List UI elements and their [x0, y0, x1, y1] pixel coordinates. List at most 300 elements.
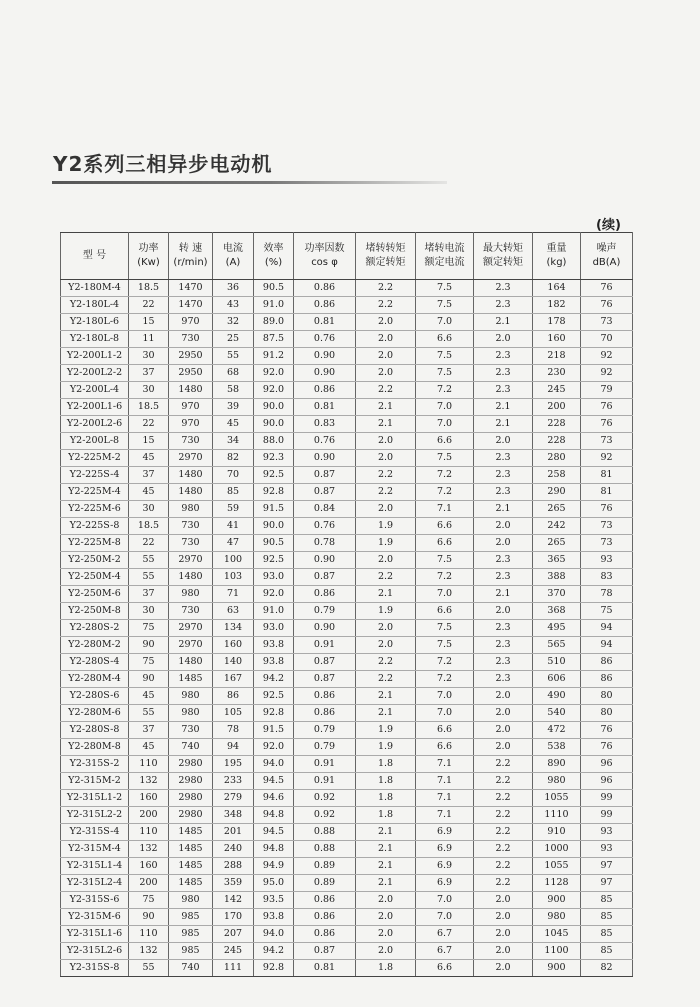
value-cell: 182	[533, 297, 581, 314]
value-cell: 290	[533, 484, 581, 501]
value-cell: 490	[533, 688, 581, 705]
model-cell: Y2-315L1-6	[61, 926, 129, 943]
model-cell: Y2-280S-6	[61, 688, 129, 705]
value-cell: 93.0	[254, 620, 294, 637]
value-cell: 1128	[533, 875, 581, 892]
model-cell: Y2-225S-4	[61, 467, 129, 484]
table-row	[61, 637, 633, 654]
value-cell: 7.5	[416, 620, 474, 637]
header-cell: 最大转矩 额定转矩	[474, 233, 533, 280]
table-row	[61, 824, 633, 841]
value-cell: 2.3	[474, 484, 533, 501]
value-cell: 94.2	[254, 943, 294, 960]
value-cell: 90.0	[254, 416, 294, 433]
value-cell: 2.2	[474, 773, 533, 790]
value-cell: 86	[581, 671, 633, 688]
value-cell: 76	[581, 501, 633, 518]
value-cell: 2.0	[356, 348, 416, 365]
value-cell: 1485	[169, 824, 213, 841]
value-cell: 0.86	[294, 586, 356, 603]
value-cell: 2970	[169, 620, 213, 637]
value-cell: 91.0	[254, 297, 294, 314]
table-row	[61, 501, 633, 518]
model-cell: Y2-200L2-6	[61, 416, 129, 433]
value-cell: 6.9	[416, 858, 474, 875]
table-row	[61, 586, 633, 603]
value-cell: 2.3	[474, 620, 533, 637]
value-cell: 160	[213, 637, 254, 654]
value-cell: 200	[129, 807, 169, 824]
value-cell: 92	[581, 365, 633, 382]
model-cell: Y2-280S-8	[61, 722, 129, 739]
value-cell: 2.2	[356, 382, 416, 399]
value-cell: 0.90	[294, 552, 356, 569]
value-cell: 7.1	[416, 773, 474, 790]
value-cell: 2.3	[474, 637, 533, 654]
table-row	[61, 909, 633, 926]
value-cell: 18.5	[129, 280, 169, 297]
value-cell: 540	[533, 705, 581, 722]
value-cell: 2.3	[474, 569, 533, 586]
value-cell: 93.5	[254, 892, 294, 909]
model-cell: Y2-315M-6	[61, 909, 129, 926]
value-cell: 200	[129, 875, 169, 892]
value-cell: 160	[129, 858, 169, 875]
value-cell: 7.1	[416, 756, 474, 773]
value-cell: 7.0	[416, 909, 474, 926]
table-row	[61, 280, 633, 297]
value-cell: 910	[533, 824, 581, 841]
value-cell: 0.78	[294, 535, 356, 552]
value-cell: 2.2	[474, 841, 533, 858]
value-cell: 2.0	[356, 365, 416, 382]
page-title: Y2系列三相异步电动机	[53, 152, 273, 176]
value-cell: 55	[129, 960, 169, 977]
value-cell: 265	[533, 501, 581, 518]
value-cell: 25	[213, 331, 254, 348]
value-cell: 2.1	[356, 875, 416, 892]
value-cell: 228	[533, 416, 581, 433]
value-cell: 2.0	[474, 603, 533, 620]
model-cell: Y2-225S-8	[61, 518, 129, 535]
table-row	[61, 348, 633, 365]
value-cell: 565	[533, 637, 581, 654]
value-cell: 2.0	[356, 943, 416, 960]
value-cell: 7.5	[416, 297, 474, 314]
value-cell: 0.76	[294, 331, 356, 348]
value-cell: 90	[129, 671, 169, 688]
value-cell: 78	[213, 722, 254, 739]
value-cell: 7.0	[416, 705, 474, 722]
value-cell: 160	[129, 790, 169, 807]
value-cell: 7.1	[416, 501, 474, 518]
table-row	[61, 382, 633, 399]
value-cell: 985	[169, 909, 213, 926]
value-cell: 92.5	[254, 467, 294, 484]
value-cell: 0.88	[294, 824, 356, 841]
value-cell: 93.8	[254, 637, 294, 654]
value-cell: 240	[213, 841, 254, 858]
table-row	[61, 603, 633, 620]
value-cell: 15	[129, 433, 169, 450]
value-cell: 105	[213, 705, 254, 722]
value-cell: 140	[213, 654, 254, 671]
value-cell: 980	[169, 688, 213, 705]
value-cell: 63	[213, 603, 254, 620]
value-cell: 1485	[169, 875, 213, 892]
value-cell: 110	[129, 824, 169, 841]
model-cell: Y2-180L-8	[61, 331, 129, 348]
value-cell: 1055	[533, 790, 581, 807]
header-cell: 功率因数 cos φ	[294, 233, 356, 280]
value-cell: 730	[169, 535, 213, 552]
value-cell: 94.6	[254, 790, 294, 807]
value-cell: 207	[213, 926, 254, 943]
table-row	[61, 416, 633, 433]
model-cell: Y2-225M-6	[61, 501, 129, 518]
value-cell: 132	[129, 773, 169, 790]
header-cell: 堵转电流 额定电流	[416, 233, 474, 280]
value-cell: 75	[581, 603, 633, 620]
value-cell: 0.91	[294, 637, 356, 654]
value-cell: 94	[581, 637, 633, 654]
value-cell: 80	[581, 705, 633, 722]
header-cell: 重量 (kg)	[533, 233, 581, 280]
value-cell: 96	[581, 773, 633, 790]
value-cell: 2.3	[474, 450, 533, 467]
value-cell: 93.8	[254, 654, 294, 671]
value-cell: 0.79	[294, 722, 356, 739]
value-cell: 245	[533, 382, 581, 399]
value-cell: 134	[213, 620, 254, 637]
value-cell: 0.81	[294, 960, 356, 977]
value-cell: 93	[581, 552, 633, 569]
value-cell: 92.0	[254, 365, 294, 382]
header-cell: 电流 (A)	[213, 233, 254, 280]
value-cell: 233	[213, 773, 254, 790]
value-cell: 230	[533, 365, 581, 382]
value-cell: 94.0	[254, 756, 294, 773]
value-cell: 2980	[169, 756, 213, 773]
value-cell: 93	[581, 824, 633, 841]
value-cell: 82	[213, 450, 254, 467]
value-cell: 85	[213, 484, 254, 501]
value-cell: 90.0	[254, 518, 294, 535]
value-cell: 2.0	[356, 909, 416, 926]
value-cell: 2980	[169, 790, 213, 807]
value-cell: 2.0	[356, 552, 416, 569]
value-cell: 91.5	[254, 722, 294, 739]
value-cell: 0.86	[294, 382, 356, 399]
value-cell: 91.2	[254, 348, 294, 365]
value-cell: 472	[533, 722, 581, 739]
value-cell: 970	[169, 399, 213, 416]
value-cell: 2.2	[356, 467, 416, 484]
value-cell: 970	[169, 416, 213, 433]
value-cell: 43	[213, 297, 254, 314]
value-cell: 7.2	[416, 569, 474, 586]
value-cell: 7.2	[416, 671, 474, 688]
value-cell: 0.91	[294, 773, 356, 790]
value-cell: 2980	[169, 807, 213, 824]
value-cell: 970	[169, 314, 213, 331]
value-cell: 90	[129, 909, 169, 926]
value-cell: 132	[129, 943, 169, 960]
value-cell: 6.9	[416, 824, 474, 841]
value-cell: 92	[581, 348, 633, 365]
value-cell: 2970	[169, 637, 213, 654]
value-cell: 2.1	[474, 399, 533, 416]
table-row	[61, 705, 633, 722]
value-cell: 730	[169, 331, 213, 348]
value-cell: 1.9	[356, 518, 416, 535]
value-cell: 32	[213, 314, 254, 331]
value-cell: 2.0	[474, 943, 533, 960]
value-cell: 288	[213, 858, 254, 875]
value-cell: 2.0	[474, 892, 533, 909]
value-cell: 92.8	[254, 960, 294, 977]
value-cell: 0.86	[294, 297, 356, 314]
value-cell: 97	[581, 875, 633, 892]
header-cell: 堵转转矩 额定转矩	[356, 233, 416, 280]
value-cell: 55	[129, 552, 169, 569]
value-cell: 2.2	[474, 858, 533, 875]
value-cell: 730	[169, 518, 213, 535]
table-row	[61, 467, 633, 484]
value-cell: 0.84	[294, 501, 356, 518]
value-cell: 730	[169, 433, 213, 450]
table-row	[61, 314, 633, 331]
value-cell: 55	[129, 569, 169, 586]
value-cell: 1000	[533, 841, 581, 858]
value-cell: 1470	[169, 280, 213, 297]
model-cell: Y2-250M-2	[61, 552, 129, 569]
table-row	[61, 552, 633, 569]
value-cell: 0.90	[294, 620, 356, 637]
value-cell: 7.2	[416, 654, 474, 671]
value-cell: 7.2	[416, 382, 474, 399]
value-cell: 348	[213, 807, 254, 824]
value-cell: 36	[213, 280, 254, 297]
value-cell: 0.92	[294, 790, 356, 807]
value-cell: 2.3	[474, 297, 533, 314]
value-cell: 0.87	[294, 671, 356, 688]
value-cell: 2.1	[474, 416, 533, 433]
value-cell: 160	[533, 331, 581, 348]
value-cell: 85	[581, 926, 633, 943]
value-cell: 75	[129, 892, 169, 909]
model-cell: Y2-200L1-6	[61, 399, 129, 416]
value-cell: 94.8	[254, 841, 294, 858]
value-cell: 6.6	[416, 535, 474, 552]
value-cell: 2.2	[474, 875, 533, 892]
value-cell: 2.3	[474, 365, 533, 382]
value-cell: 91.0	[254, 603, 294, 620]
value-cell: 95.0	[254, 875, 294, 892]
model-cell: Y2-315L1-2	[61, 790, 129, 807]
value-cell: 7.0	[416, 892, 474, 909]
value-cell: 37	[129, 722, 169, 739]
value-cell: 45	[213, 416, 254, 433]
value-cell: 2.2	[356, 280, 416, 297]
value-cell: 92	[581, 450, 633, 467]
value-cell: 11	[129, 331, 169, 348]
value-cell: 980	[533, 773, 581, 790]
value-cell: 90.5	[254, 535, 294, 552]
value-cell: 980	[169, 501, 213, 518]
value-cell: 94.0	[254, 926, 294, 943]
model-cell: Y2-250M-8	[61, 603, 129, 620]
value-cell: 39	[213, 399, 254, 416]
value-cell: 6.6	[416, 739, 474, 756]
value-cell: 890	[533, 756, 581, 773]
value-cell: 740	[169, 739, 213, 756]
value-cell: 0.86	[294, 892, 356, 909]
value-cell: 2.3	[474, 671, 533, 688]
value-cell: 0.87	[294, 654, 356, 671]
value-cell: 2.0	[474, 518, 533, 535]
table-row	[61, 960, 633, 977]
value-cell: 73	[581, 314, 633, 331]
value-cell: 0.86	[294, 688, 356, 705]
value-cell: 2.3	[474, 654, 533, 671]
value-cell: 110	[129, 756, 169, 773]
value-cell: 6.6	[416, 960, 474, 977]
value-cell: 201	[213, 824, 254, 841]
value-cell: 6.6	[416, 603, 474, 620]
value-cell: 1480	[169, 467, 213, 484]
value-cell: 89.0	[254, 314, 294, 331]
value-cell: 2.3	[474, 467, 533, 484]
value-cell: 93.0	[254, 569, 294, 586]
header-cell: 噪声 dB(A)	[581, 233, 633, 280]
value-cell: 1.8	[356, 807, 416, 824]
continued-label: (续)	[596, 218, 621, 233]
title-underline	[52, 181, 447, 184]
value-cell: 85	[581, 892, 633, 909]
value-cell: 900	[533, 960, 581, 977]
value-cell: 359	[213, 875, 254, 892]
value-cell: 22	[129, 416, 169, 433]
value-cell: 92.3	[254, 450, 294, 467]
value-cell: 242	[533, 518, 581, 535]
value-cell: 92.0	[254, 586, 294, 603]
value-cell: 7.5	[416, 348, 474, 365]
value-cell: 83	[581, 569, 633, 586]
table-row	[61, 926, 633, 943]
value-cell: 7.1	[416, 790, 474, 807]
value-cell: 81	[581, 484, 633, 501]
value-cell: 510	[533, 654, 581, 671]
value-cell: 37	[129, 365, 169, 382]
value-cell: 2.1	[474, 314, 533, 331]
model-cell: Y2-200L1-2	[61, 348, 129, 365]
model-cell: Y2-315S-4	[61, 824, 129, 841]
value-cell: 22	[129, 535, 169, 552]
value-cell: 265	[533, 535, 581, 552]
value-cell: 41	[213, 518, 254, 535]
value-cell: 2.1	[356, 416, 416, 433]
value-cell: 6.6	[416, 331, 474, 348]
value-cell: 2.2	[356, 297, 416, 314]
value-cell: 2.0	[356, 620, 416, 637]
value-cell: 1055	[533, 858, 581, 875]
table-row	[61, 450, 633, 467]
value-cell: 167	[213, 671, 254, 688]
value-cell: 94	[581, 620, 633, 637]
table-row	[61, 807, 633, 824]
value-cell: 2.0	[356, 433, 416, 450]
value-cell: 94.2	[254, 671, 294, 688]
table-row	[61, 875, 633, 892]
value-cell: 2.0	[474, 739, 533, 756]
table-row	[61, 569, 633, 586]
value-cell: 279	[213, 790, 254, 807]
value-cell: 370	[533, 586, 581, 603]
value-cell: 2.2	[356, 671, 416, 688]
value-cell: 0.81	[294, 314, 356, 331]
value-cell: 6.6	[416, 722, 474, 739]
value-cell: 90	[129, 637, 169, 654]
value-cell: 132	[129, 841, 169, 858]
value-cell: 7.2	[416, 484, 474, 501]
value-cell: 81	[581, 467, 633, 484]
value-cell: 0.92	[294, 807, 356, 824]
value-cell: 2.1	[356, 586, 416, 603]
value-cell: 45	[129, 484, 169, 501]
value-cell: 7.5	[416, 552, 474, 569]
table-row	[61, 943, 633, 960]
table-row	[61, 399, 633, 416]
value-cell: 7.5	[416, 280, 474, 297]
value-cell: 1.9	[356, 739, 416, 756]
value-cell: 0.90	[294, 450, 356, 467]
value-cell: 1.9	[356, 603, 416, 620]
value-cell: 980	[533, 909, 581, 926]
model-cell: Y2-250M-6	[61, 586, 129, 603]
value-cell: 606	[533, 671, 581, 688]
header-cell: 效率 (%)	[254, 233, 294, 280]
model-cell: Y2-200L2-2	[61, 365, 129, 382]
value-cell: 2.0	[474, 909, 533, 926]
model-cell: Y2-225M-8	[61, 535, 129, 552]
value-cell: 7.2	[416, 467, 474, 484]
value-cell: 0.86	[294, 280, 356, 297]
value-cell: 368	[533, 603, 581, 620]
table-row	[61, 654, 633, 671]
value-cell: 86	[581, 654, 633, 671]
value-cell: 245	[213, 943, 254, 960]
value-cell: 730	[169, 603, 213, 620]
model-cell: Y2-280S-2	[61, 620, 129, 637]
value-cell: 80	[581, 688, 633, 705]
table-row	[61, 535, 633, 552]
value-cell: 228	[533, 433, 581, 450]
value-cell: 6.6	[416, 518, 474, 535]
value-cell: 164	[533, 280, 581, 297]
value-cell: 2.3	[474, 280, 533, 297]
value-cell: 76	[581, 399, 633, 416]
value-cell: 96	[581, 756, 633, 773]
value-cell: 2.0	[356, 314, 416, 331]
value-cell: 1.8	[356, 790, 416, 807]
value-cell: 2.1	[356, 688, 416, 705]
value-cell: 2.1	[356, 841, 416, 858]
model-cell: Y2-315L2-2	[61, 807, 129, 824]
value-cell: 740	[169, 960, 213, 977]
model-cell: Y2-315L2-4	[61, 875, 129, 892]
value-cell: 0.87	[294, 484, 356, 501]
